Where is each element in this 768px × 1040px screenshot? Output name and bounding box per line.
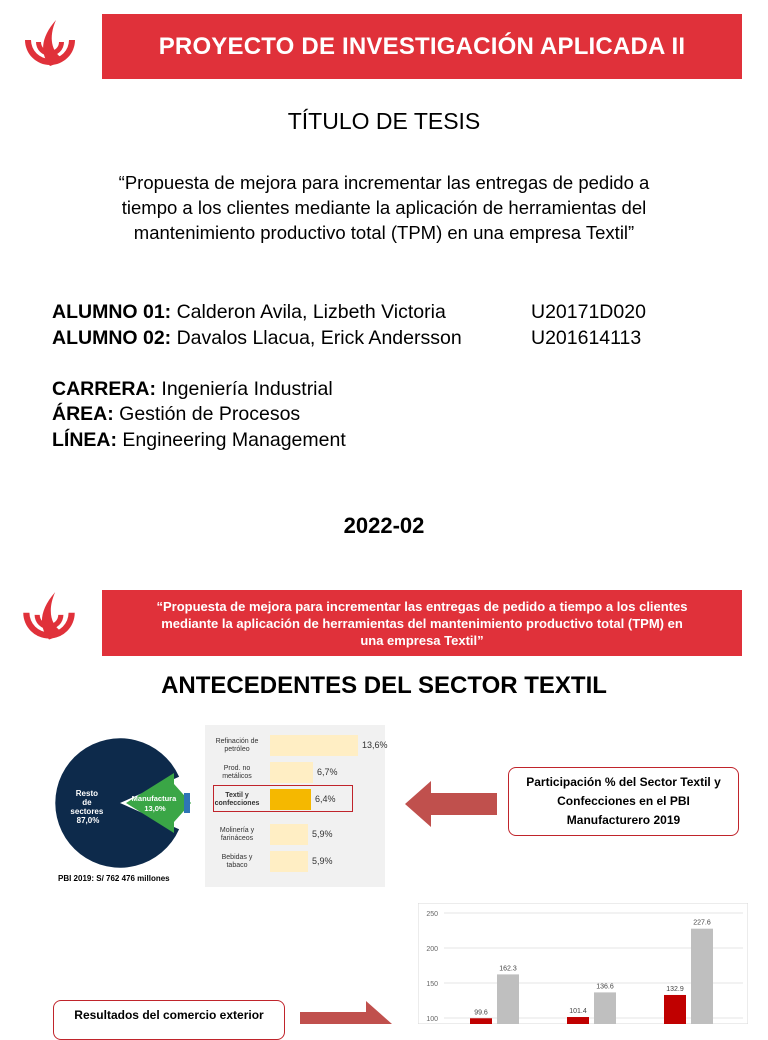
- bar: [497, 974, 519, 1024]
- highlight-box: [213, 785, 353, 812]
- bar-value-label: 5,9%: [312, 856, 333, 866]
- banner-line: una empresa Textil”: [360, 632, 484, 648]
- bar-value-label: 5,9%: [312, 829, 333, 839]
- line-line: [52, 429, 346, 452]
- bar: [664, 995, 686, 1024]
- bar-value-label: 13,6%: [362, 740, 388, 750]
- callout-line: Manufacturero 2019: [566, 813, 681, 827]
- banner-title: PROYECTO DE INVESTIGACIÓN APLICADA II: [158, 32, 686, 60]
- career-value: Ingeniería Industrial: [161, 378, 333, 400]
- bar: [270, 824, 308, 845]
- pie-value-resto: 87,0%: [76, 816, 100, 825]
- student-1: [52, 301, 446, 324]
- thesis-title-line: mantenimiento productivo total (TPM) en una empresa Textil”: [133, 222, 635, 243]
- bar: [470, 1018, 492, 1024]
- arrow-right-icon: [300, 1001, 392, 1024]
- bar-value-label: 227.6: [693, 919, 711, 927]
- callout-line: Participación % del Sector Textil y: [526, 775, 721, 789]
- pie-accent: [184, 793, 190, 813]
- participation-callout: [508, 767, 739, 836]
- bar-value-label: 6,7%: [317, 767, 338, 777]
- line-value: Engineering Management: [122, 429, 346, 451]
- upc-logo: [16, 14, 84, 82]
- callout-line: Confecciones en el PBI: [557, 794, 690, 808]
- pie-value-manufactura: 13,0%: [144, 804, 166, 813]
- y-tick-label: 200: [426, 946, 438, 953]
- pie-chart: [52, 733, 202, 873]
- section-heading: ANTECEDENTES DEL SECTOR TEXTIL: [161, 672, 607, 699]
- y-tick-label: 250: [426, 911, 438, 918]
- pie-label-resto-line3: sectores: [70, 807, 104, 816]
- bar-value-label: 132.9: [666, 985, 684, 993]
- academic-period: 2022-02: [343, 513, 425, 538]
- bar-value-label: 99.6: [474, 1009, 488, 1017]
- line-label: LÍNEA:: [52, 429, 117, 451]
- y-tick-label: 100: [426, 1016, 438, 1023]
- career-label: CARRERA:: [52, 378, 156, 400]
- arrow-left-icon: [405, 781, 497, 827]
- bar: [594, 992, 616, 1024]
- bar-value-label: 162.3: [499, 965, 517, 973]
- pie-label-resto-line2: de: [82, 798, 92, 807]
- area-value: Gestión de Procesos: [119, 403, 301, 425]
- bar: [270, 735, 358, 756]
- career-line: [52, 378, 333, 401]
- student-code: U201614113: [531, 327, 642, 349]
- bar: [270, 851, 308, 872]
- sector-bar-chart: [205, 725, 388, 887]
- bar-category-label: Prod. no metálicos: [222, 765, 252, 780]
- bar-category-label: Refinación de petróleo: [215, 738, 259, 753]
- thesis-title: [60, 170, 708, 245]
- bar-category-label: Molinería y farináceos: [219, 827, 255, 842]
- bar: [691, 929, 713, 1024]
- trade-callout: Resultados del comercio exterior: [53, 1000, 285, 1040]
- pie-caption: PBI 2019: S/ 762 476 millones: [58, 874, 170, 883]
- banner-line: “Propuesta de mejora para incrementar las entregas de pedido a tiempo a los clientes: [156, 598, 688, 614]
- thesis-heading: TÍTULO DE TESIS: [287, 108, 481, 134]
- bar-category-label: Textil y confecciones: [214, 792, 260, 807]
- bar: [567, 1017, 589, 1024]
- slide1-banner: [102, 14, 742, 79]
- y-tick-label: 150: [426, 981, 438, 988]
- bar: [270, 762, 313, 783]
- bar-value-label: 101.4: [569, 1008, 587, 1016]
- student-2: [52, 327, 462, 350]
- bar-value-label: 6,4%: [315, 794, 336, 804]
- student-name: Calderon Avila, Lizbeth Victoria: [176, 301, 446, 323]
- area-line: [52, 403, 300, 426]
- student-label: ALUMNO 01:: [52, 301, 172, 323]
- bar-category-label: Bebidas y tabaco: [221, 854, 253, 869]
- banner-line: mediante la aplicación de herramientas del mantenimiento productivo total (TPM) en: [161, 615, 683, 631]
- student-code: U20171D020: [531, 301, 646, 323]
- student-name: Davalos Llacua, Erick Andersson: [176, 327, 462, 349]
- thesis-title-line: “Propuesta de mejora para incrementar las entregas de pedido a: [118, 172, 650, 193]
- student-label: ALUMNO 02:: [52, 327, 172, 349]
- pie-label-manufactura: Manufactura 13,0%: [131, 794, 177, 813]
- thesis-title-line: tiempo a los clientes mediante la aplicación de herramientas del: [121, 197, 647, 218]
- bar-value-label: 136.6: [596, 983, 614, 991]
- pie-label-resto: Resto de sectores 87,0%: [70, 789, 104, 825]
- trade-bar-chart: [418, 903, 748, 1024]
- slide2-banner: [102, 590, 742, 656]
- upc-logo: [14, 586, 84, 656]
- area-label: ÁREA:: [52, 403, 114, 425]
